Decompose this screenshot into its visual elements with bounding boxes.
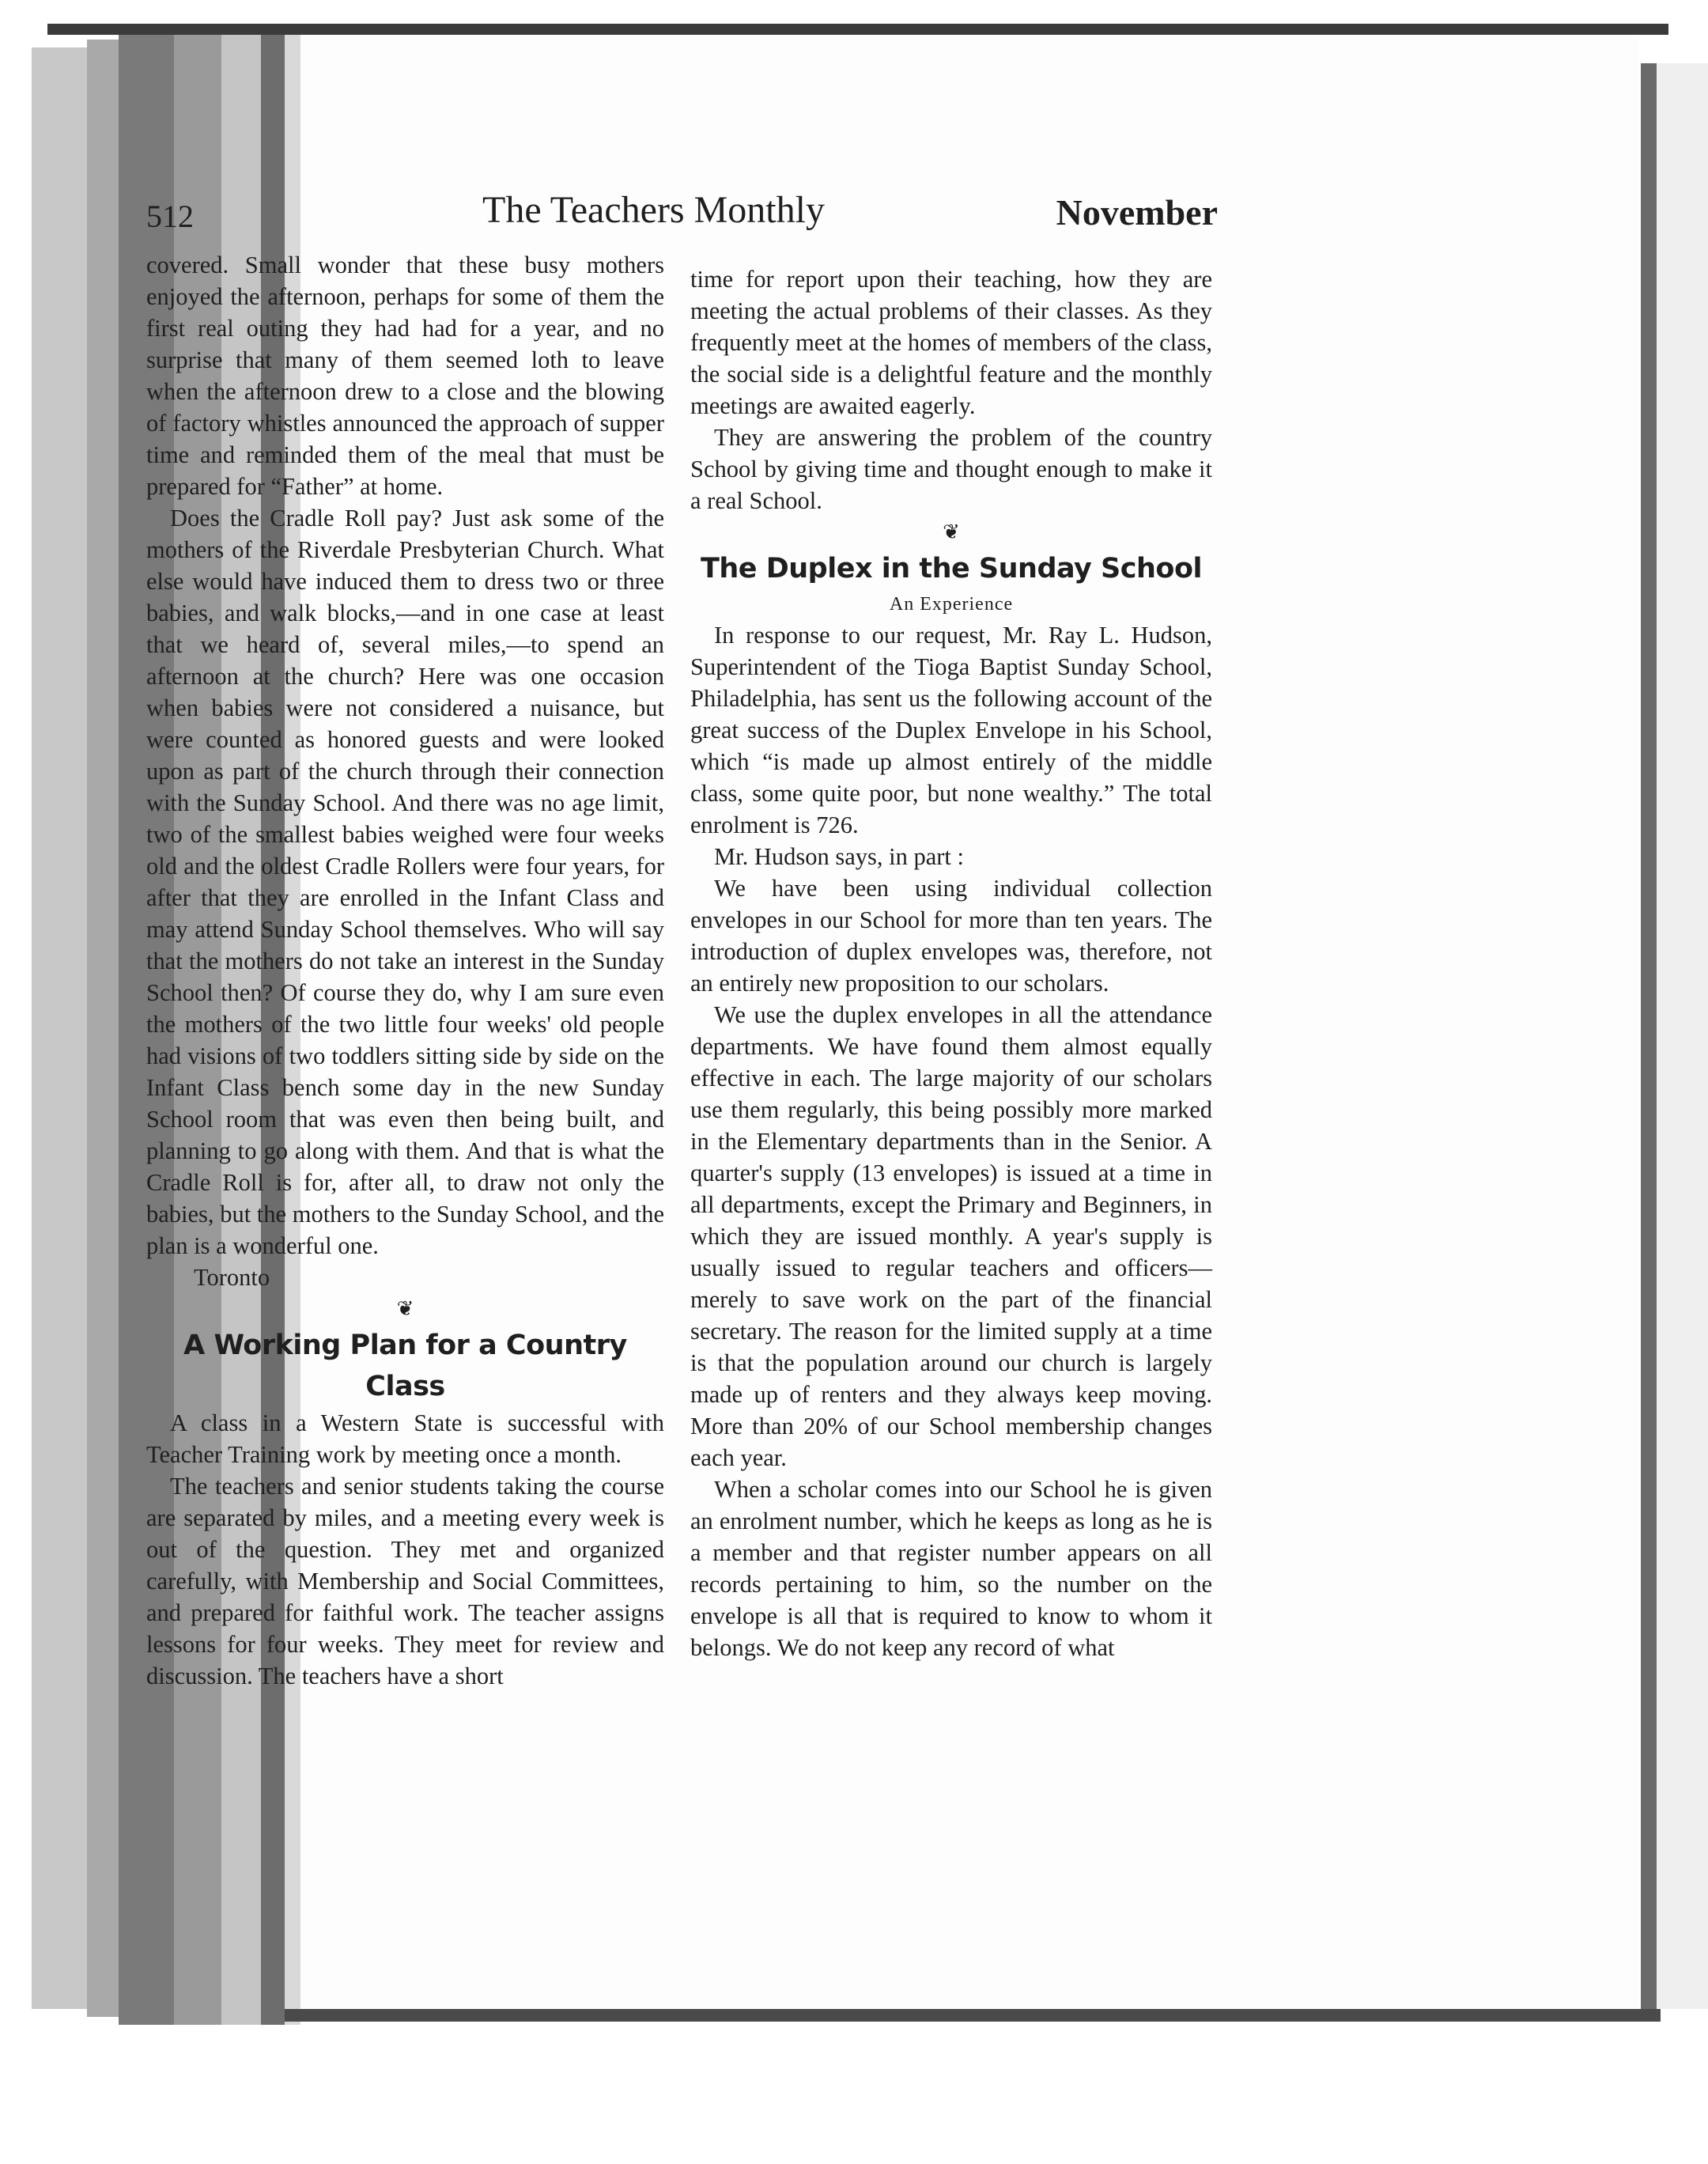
left-column: [146, 249, 664, 1692]
page-edge: [87, 40, 119, 2017]
running-title: The Teachers Monthly: [482, 189, 825, 231]
flourish-ornament: ❦: [396, 1297, 414, 1320]
flourish-ornament: ❦: [943, 520, 960, 543]
paragraph: A class in a Western State is successful with Teacher Training work by meeting once a month.: [146, 1409, 664, 1468]
paragraph: The teachers and senior students taking the course are separated by miles, and a meeting every week is out of the question. They met and organized carefully, with Membership and Social Committees, and prepared for faithful work. The teacher assigns lessons for four weeks. They meet for review and discussion. The teachers have a short: [146, 1473, 664, 1689]
article-heading: The Duplex in the Sunday School: [701, 553, 1202, 585]
article-subheading: An Experience: [889, 594, 1014, 615]
issue-month: November: [1056, 192, 1218, 233]
signature: Toronto: [194, 1264, 270, 1291]
paragraph: In response to our request, Mr. Ray L. Hudson, Superintendent of the Tioga Baptist Sunday School, Philadelphia, has sent us the following account of the great success of the Duplex Envelope in his School, which “is made up almost entirely of the middle class, some quite poor, but none wealthy.” The total enrolment is 726.: [690, 622, 1212, 838]
paragraph: covered. Small wonder that these busy mothers enjoyed the afternoon, perhaps for some of them the first real outing they had had for a year, and no surprise that many of them seemed loth to leave when the afternoon drew to a close and the blowing of factory whistles announced the approach of supper time and reminded them of the meal that must be prepared for “Father” at home.: [146, 252, 664, 500]
paragraph: Mr. Hudson says, in part :: [714, 843, 965, 870]
paragraph: We use the duplex envelopes in all the attendance departments. We have found them almost equally effective in each. The large majority of our scholars use them regularly, this being possibly more marked in the Elementary departments than in the Senior. A quarter's supply (13 envelopes) is issued at a time in all departments, except the Primary and Beginners, in which they are issued monthly. A year's supply is usually issued to regular teachers and officers—merely to save work on the part of the financial secretary. The reason for the limited supply at a time is that the population around our church is largely made up of renters and they always keep moving. More than 20% of our School membership changes each year.: [690, 1001, 1212, 1471]
book-gutter: [1641, 63, 1657, 2009]
paragraph: time for report upon their teaching, how they are meeting the actual problems of their classes. As they frequently meet at the homes of members of the class, the social side is a delightful feature and the monthly meetings are awaited eagerly.: [690, 266, 1212, 419]
book-top-edge: [47, 24, 1668, 35]
paragraph: When a scholar comes into our School he is given an enrolment number, which he keeps as long as he is a member and that register number appears on all records pertaining to him, so the number on the envelope is all that is required to know to whom it belongs. We do not keep any record of what: [690, 1476, 1212, 1661]
facing-page-edge: [1657, 63, 1708, 2009]
book-bottom-edge: [285, 2009, 1661, 2022]
paragraph: We have been using individual collection envelopes in our School for more than ten years. The introduction of duplex envelopes was, therefore, not an entirely new proposition to our scholars.: [690, 875, 1212, 997]
paragraph: Does the Cradle Roll pay? Just ask some of the mothers of the Riverdale Presbyterian Church. What else would have induced them to dress two or three babies, and walk blocks,—and in one case at least that we heard of, several miles,—to spend an afternoon at the church? Here was one occasion when babies were not considered a nuisance, but were counted as honored guests and were looked upon as part of the church through their connection with the Sunday School. And there was no age limit, two of the smallest babies weighed were four weeks old and the oldest Cradle Rollers were four years, for after that they are enrolled in the Infant Class and may attend Sunday School themselves. Who will say that the mothers do not take an interest in the Sunday School then? Of course they do, why I am sure even the mothers of the two little four weeks' old people had visions of two toddlers sitting side by side on the Infant Class bench some day in the new Sunday School room that was even then being built, and planning to go along with them. And that is what the Cradle Roll is for, after all, to draw not only the babies, but the mothers to the Sunday School, and the plan is a wonderful one.: [146, 505, 664, 1259]
running-header: [146, 182, 1218, 253]
right-column: [690, 263, 1212, 1663]
page-number: 512: [146, 199, 194, 234]
page-edge: [32, 47, 87, 2009]
paragraph: They are answering the problem of the country School by giving time and thought enough to make it a real School.: [690, 424, 1212, 514]
article-heading: A Working Plan for a Country Class: [183, 1330, 627, 1402]
